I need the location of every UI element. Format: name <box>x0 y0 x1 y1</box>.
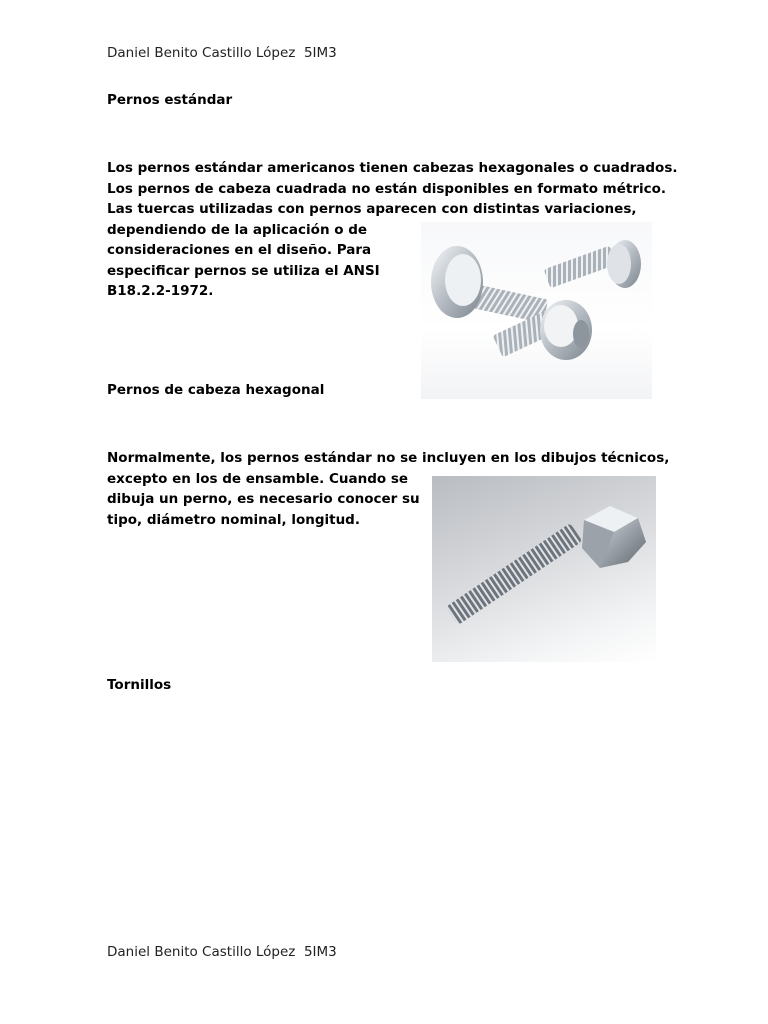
paragraph-line: especificar pernos se utiliza el ANSI <box>107 262 380 279</box>
page-footer: Daniel Benito Castillo López 5IM3 <box>107 944 337 960</box>
paragraph-line: dibuja un perno, es necesario conocer su <box>107 491 420 507</box>
section-heading-pernos-estandar: Pernos estándar <box>107 92 233 108</box>
section-heading-tornillos: Tornillos <box>107 677 172 693</box>
section-heading-pernos-cabeza-hexagonal: Pernos de cabeza hexagonal <box>107 382 325 398</box>
paragraph-line: Los pernos estándar americanos tienen cabezas hexagonales o cuadrados. <box>107 160 678 176</box>
paragraph-line: dependiendo de la aplicación o de <box>107 221 368 238</box>
page-header: Daniel Benito Castillo López 5IM3 <box>107 45 337 61</box>
paragraph-line: consideraciones en el diseño. Para <box>107 242 372 258</box>
flange-bolts-photo <box>421 222 652 399</box>
paragraph-line: excepto en los de ensamble. Cuando se <box>107 470 409 487</box>
paragraph-line: Las tuercas utilizadas con pernos aparecen con distintas variaciones, <box>107 201 637 217</box>
paragraph-line: B18.2.2-1972. <box>107 283 214 299</box>
paragraph-line: tipo, diámetro nominal, longitud. <box>107 511 360 528</box>
paragraph-line: Normalmente, los pernos estándar no se incluyen en los dibujos técnicos, <box>107 450 670 466</box>
paragraph-line: Los pernos de cabeza cuadrada no están disponibles en formato métrico. <box>107 180 667 197</box>
hex-bolt-photo <box>432 476 656 662</box>
